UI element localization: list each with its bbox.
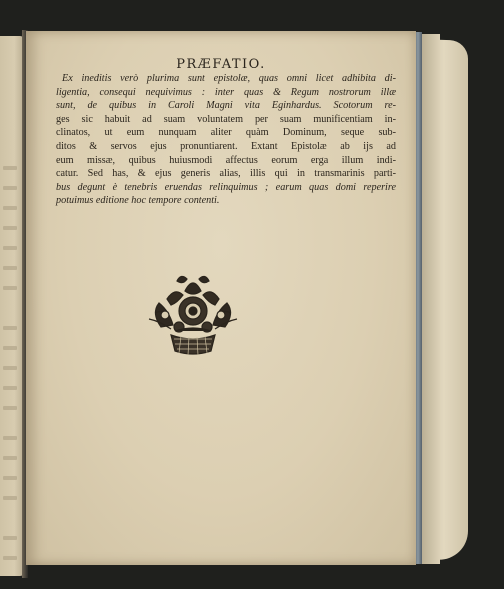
text-line-1: Ex ineditis verò plurima sunt epistolæ, quas omni licet adhibita di- <box>62 73 396 84</box>
text-line-3: sunt, de quibus in Caroli Magni vita Eginhardus. Scotorum re- <box>56 100 396 112</box>
text-line-9: bus degunt è tenebris eruendas relinquimus ; earum quas domi reperire <box>56 181 396 193</box>
flower-basket-ornament-icon <box>141 269 245 359</box>
text-line-7: eum missæ, quibus huiusmodi affectus eorum erga illum indi- <box>56 154 396 166</box>
book-page <box>26 31 416 565</box>
text-line-4: ges sic habuit ad suam voluntatem per suam munificentiam in- <box>56 113 396 125</box>
page-title: PRÆFATIO. <box>176 57 266 72</box>
text-line-6: ditos & servos ejus pronuntiarent. Extant Epistolæ ab ijs ad <box>56 140 396 152</box>
text-line-8: catur. Sed has, & ejus generis alias, illis qui in transmarinis parti- <box>56 168 396 180</box>
preface-text <box>56 72 396 208</box>
left-facing-page-edge <box>0 36 24 576</box>
page-stack-inner-edge <box>420 34 440 564</box>
text-line-10: potuimus editione hoc tempore contenti. <box>56 195 220 207</box>
text-line-2: ligentia, consequi nequivimus : inter quas & Regum nostrorum illæ <box>56 86 396 98</box>
text-line-5: clinatos, ut eum nunquam aliter quàm Dominum, seque sub- <box>56 127 396 139</box>
